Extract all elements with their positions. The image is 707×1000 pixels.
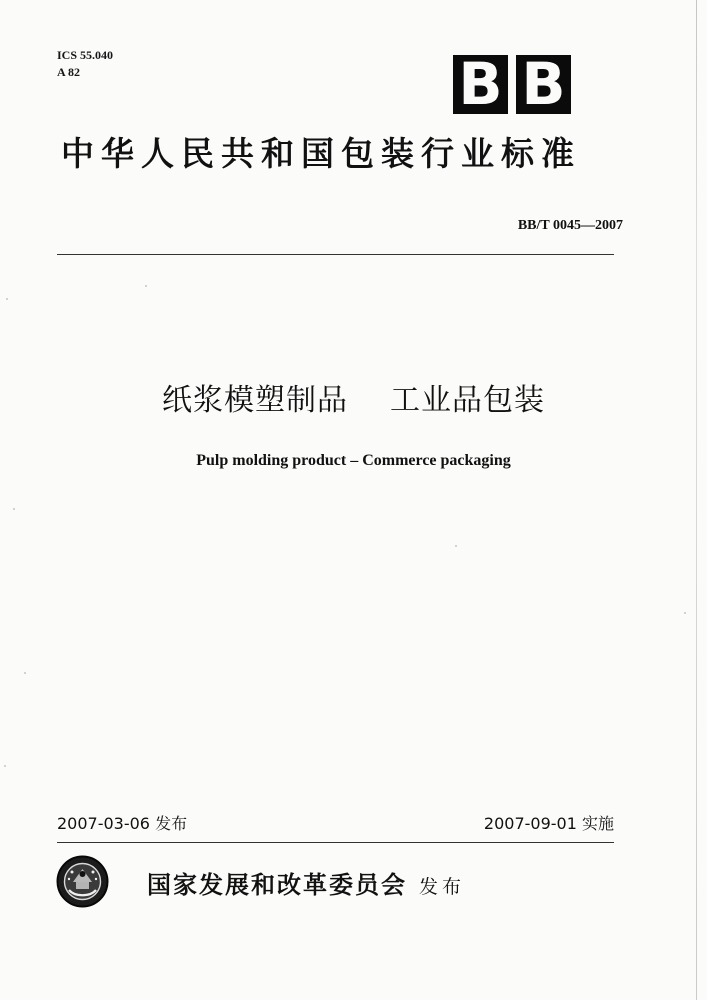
- chinese-title-part-2: 工业品包装: [390, 383, 545, 418]
- implementation-date: 2007-09-01 实施: [483, 814, 614, 833]
- bottom-horizontal-rule: [57, 842, 614, 843]
- publisher-row: [147, 868, 465, 904]
- scan-speck: [455, 545, 457, 547]
- scan-speck: [4, 765, 6, 767]
- industry-standard-title: 中华人民共和国包装行业标准: [61, 134, 581, 173]
- ics-number: ICS 55.040: [57, 48, 114, 62]
- scan-speck: [684, 612, 686, 614]
- bb-logo-left-letter: B: [453, 55, 508, 114]
- date-row: [57, 813, 614, 835]
- publisher-action: 发布: [419, 876, 466, 898]
- classification-block: [57, 47, 113, 81]
- chinese-document-title: [0, 381, 707, 421]
- scan-speck: [13, 508, 15, 510]
- scan-speck: [24, 672, 26, 674]
- bb-logo-right-letter: B: [516, 55, 571, 114]
- scan-speck: [6, 298, 8, 300]
- issue-date: 2007-03-06 发布: [57, 814, 188, 833]
- classification-code: A 82: [57, 65, 81, 79]
- national-emblem-seal: [55, 854, 110, 909]
- standard-code: BB/T 0045—2007: [517, 218, 623, 233]
- bb-logo: [453, 55, 571, 114]
- scanned-right-edge: [696, 0, 697, 1000]
- scan-speck: [145, 285, 147, 287]
- english-document-title: Pulp molding product – Commerce packaging: [196, 452, 511, 469]
- chinese-title-part-1: 纸浆模塑制品: [162, 383, 348, 418]
- top-horizontal-rule: [57, 254, 614, 255]
- publisher-name: 国家发展和改革委员会: [147, 870, 407, 899]
